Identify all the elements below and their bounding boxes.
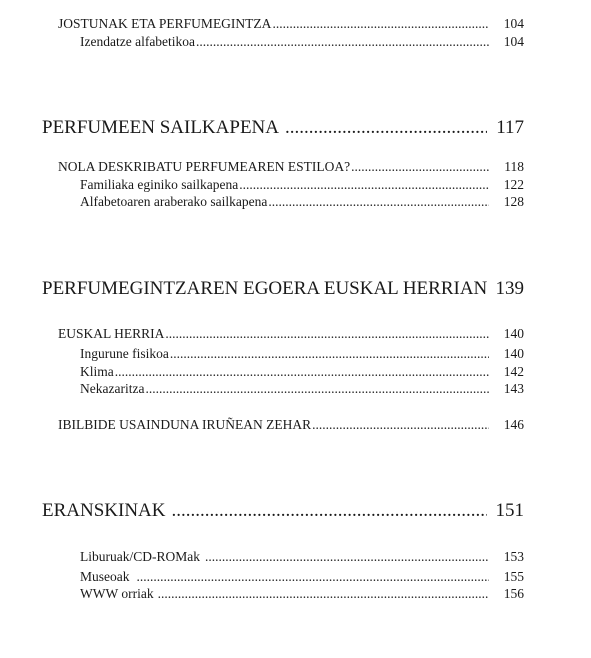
toc-entry-page: 104 — [503, 34, 524, 49]
toc-entry-page: 104 — [503, 16, 524, 31]
toc-section-page: 117 — [496, 117, 524, 138]
toc-entry — [80, 586, 524, 602]
toc-entry-page: 122 — [503, 177, 524, 192]
toc-section-page: 151 — [495, 500, 524, 521]
dot-leader — [285, 117, 487, 139]
dot-leader — [115, 364, 489, 380]
toc-entry-title: Liburuak/CD-ROMak — [80, 549, 200, 564]
toc-section — [42, 278, 524, 300]
toc-entry — [58, 16, 524, 32]
toc-entry — [80, 34, 524, 50]
toc-entry-title: Izendatze alfabetikoa — [80, 34, 196, 49]
toc-section-title: PERFUMEGINTZAREN EGOERA EUSKAL HERRIAN — [42, 278, 488, 299]
toc-entry — [80, 177, 524, 193]
dot-leader — [137, 569, 490, 585]
toc-section-title: ERANSKINAK — [42, 500, 166, 521]
toc-entry — [80, 549, 524, 565]
toc-entry-page: 146 — [503, 417, 524, 432]
toc-section — [42, 500, 524, 522]
dot-leader — [268, 194, 489, 210]
toc-entry-page: 155 — [503, 569, 524, 584]
toc-section-page: 139 — [495, 278, 524, 299]
dot-leader — [170, 346, 489, 362]
toc-entry — [80, 364, 524, 380]
toc-entry-page: 143 — [503, 381, 524, 396]
dot-leader — [145, 381, 489, 397]
toc-entry-title: NOLA DESKRIBATU PERFUMEAREN ESTILOA? — [58, 159, 351, 174]
toc-entry-title: Alfabetoaren araberako sailkapena — [80, 194, 268, 209]
toc-entry-page: 128 — [503, 194, 524, 209]
dot-leader — [312, 417, 489, 433]
toc-entry-page: 156 — [503, 586, 524, 601]
dot-leader — [205, 549, 489, 565]
toc-entry-title: Klima — [80, 364, 114, 379]
toc-entry-title: Familiaka eginiko sailkapena — [80, 177, 239, 192]
toc-entry-page: 118 — [504, 159, 524, 174]
dot-leader — [158, 586, 489, 602]
toc-entry-title: Nekazaritza — [80, 381, 145, 396]
toc-entry-title: EUSKAL HERRIA — [58, 326, 165, 341]
toc-entry-page: 142 — [503, 364, 524, 379]
toc-entry — [80, 569, 524, 585]
toc-section — [42, 117, 524, 139]
dot-leader — [165, 326, 489, 342]
toc-entry-page: 140 — [503, 346, 524, 361]
toc-entry — [58, 417, 524, 433]
toc-entry — [80, 346, 524, 362]
dot-leader — [172, 500, 488, 522]
toc-entry-title: Ingurune fisikoa — [80, 346, 169, 361]
dot-leader — [196, 34, 489, 50]
toc-entry-title: IBILBIDE USAINDUNA IRUÑEAN ZEHAR — [58, 417, 312, 432]
dot-leader — [239, 177, 489, 193]
toc-entry — [58, 159, 524, 175]
toc-entry-title: JOSTUNAK ETA PERFUMEGINTZA — [58, 16, 272, 31]
toc-entry-page: 140 — [503, 326, 524, 341]
toc-entry — [80, 194, 524, 210]
toc-entry — [58, 326, 524, 342]
toc-entry-title: Museoak — [80, 569, 130, 584]
toc-entry — [80, 381, 524, 397]
toc-entry-title: WWW orriak — [80, 586, 154, 601]
dot-leader — [351, 159, 489, 175]
dot-leader — [272, 16, 489, 32]
toc-section-title: PERFUMEEN SAILKAPENA — [42, 117, 279, 138]
toc-entry-page: 153 — [503, 549, 524, 564]
